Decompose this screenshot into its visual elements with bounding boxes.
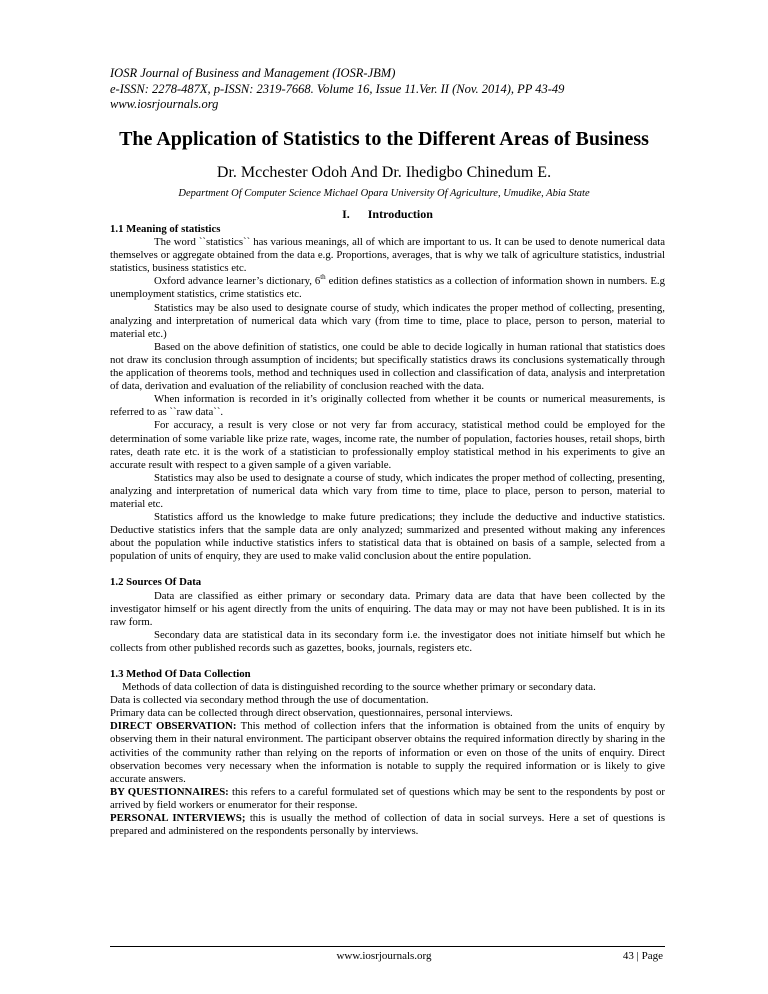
journal-website[interactable]: www.iosrjournals.org [110,97,219,111]
paper-body [110,207,665,838]
term-personal-interviews: PERSONAL INTERVIEWS; [110,812,246,825]
journal-name: IOSR Journal of Business and Management (IOSR-JBM) [110,66,396,80]
paragraph: Data are classified as either primary or secondary data. Primary data are data that have been collected by the investigator himself or his agent directly from the units of enquiring. The data may or may not have been published. It is in its raw form. [110,589,665,628]
paragraph: Statistics may also be used to designate a course of study, which indicates the proper method of collecting, presenting, analyzing and interpretation of numerical data which vary from time to time, place to place, person to person, material to material etc. [110,471,665,510]
paragraph: Primary data can be collected through direct observation, questionnaires, personal interviews. [110,707,513,720]
term-questionnaires: BY QUESTIONNAIRES: [110,785,229,798]
section-title: Introduction [367,207,433,221]
paper-title: The Application of Statistics to the Different Areas of Business [119,128,649,150]
paragraph: Secondary data are statistical data in its secondary form i.e. the investigator does not initiate himself but which he collects from other published records such as gazettes, books, journals, registers etc. [110,628,665,654]
paragraph: Statistics may be also used to designate course of study, which indicates the proper method of collecting, presenting, analyzing and interpretation of numerical data which vary (from time to time, place to place, person to person, material to material etc.) [110,301,665,340]
paper-authors: Dr. Mcchester Odoh And Dr. Ihedigbo Chinedum E. [216,164,552,181]
subsection-heading-sources: 1.2 Sources Of Data [110,576,202,589]
paragraph: DIRECT OBSERVATION: This method of collection infers that the information is obtained from the units of enquiry by observing them in their natural environment. The participant observer obtains the required information directly by sharing in the activities of the community rather than relying on the reports of information or even on those of the units of enquiry. Direct observation becomes very necessary when the information is notable to supply the required information or is likely to give accurate answers. [110,720,666,785]
paragraph: When information is recorded in it’s originally collected from whether it be counts or numerical measurements, is referred to as ``raw data``. [110,393,665,419]
paper-affiliation: Department Of Computer Science Michael Opara University Of Agriculture, Umudike, Abia State [178,188,590,199]
term-direct-observation: DIRECT OBSERVATION: [110,720,237,733]
journal-issn: e-ISSN: 2278-487X, p-ISSN: 2319-7668. Volume 16, Issue 11.Ver. II (Nov. 2014), PP 43-49 [110,81,565,96]
paragraph: BY QUESTIONNAIRES: this refers to a careful formulated set of questions which may be sent to the respondents by post or arrived by field workers or enumerator for their response. [110,785,665,811]
subsection-heading-meaning: 1.1 Meaning of statistics [110,223,221,235]
paragraph: Oxford advance learner’s dictionary, 6th edition defines statistics as a collection of information shown in numbers. E.g unemployment statistics, crime statistics etc. [110,273,665,301]
paragraph: Based on the above definition of statistics, one could be able to decide logically in human rational that statistics does not draw its conclusion through assumption of incidents; but specifically statistics draws its conclusions systematically through the application of theorems tools, method and techniques used in collection and classification of data, analysis and interpretation of data, derivation and evaluation of the reliability of conclusion reached with the data. [110,340,665,393]
paragraph: Data is collected via secondary method through the use of documentation. [110,694,429,707]
paragraph: For accuracy, a result is very close or not very far from accuracy, statistical method could be employed for the determination of some variable like prize rate, wages, income rate, the number of population, factories houses, retail shops, birth rates, death rate etc. it is the work of a statistician to professionally employ statistical method in his experiments to give an accurate result with respect to a given sample of a given variable. [110,419,665,471]
subsection-heading-method: 1.3 Method Of Data Collection [110,668,251,680]
journal-header [110,66,670,113]
footer-rule [110,946,665,947]
paragraph: The word ``statistics`` has various meanings, all of which are important to us. It can be used to denote numerical data themselves or aggregate obtained from the data e.g. Proportions, averages, that is why we talk of agriculture statistics, industrial statistics, business statistics etc. [110,236,665,275]
paragraph: Methods of data collection of data is distinguished recording to the source whether primary or secondary data. [122,681,596,694]
page-number: 43 | Page [622,950,663,962]
section-heading-introduction [110,207,665,222]
paragraph: PERSONAL INTERVIEWS; this is usually the method of collection of data in social surveys. Here a set of questions is prepared and administered on the respondents personally by interviews. [110,812,666,838]
section-number: I. [342,207,350,221]
paragraph: Statistics afford us the knowledge to make future predications; they include the deductive and inductive statistics. Deductive statistics infers that the sample data are only analyzed; summarized and presented without making any inferences about the population while inductive statistics infers to statistical data that is obtained on basis of a sample, selected from a population of units of enquiry, they are used to make valid conclusion about the entire population. [110,511,665,563]
footer-website[interactable]: www.iosrjournals.org [336,950,432,962]
